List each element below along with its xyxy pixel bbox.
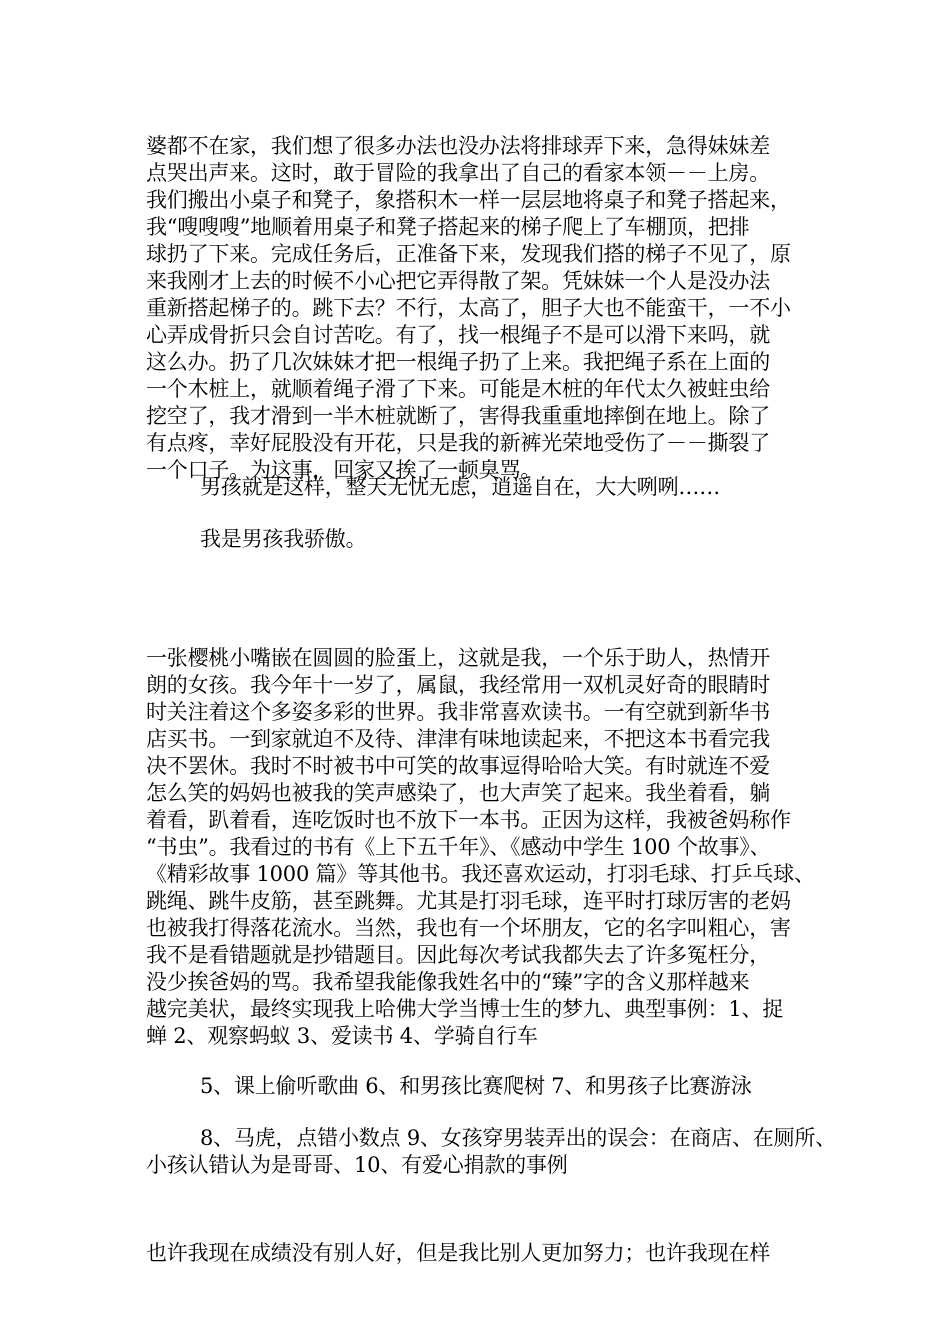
paragraph-line: 有点疼，幸好屁股没有开花，只是我的新裤光荣地受伤了－－撕裂了 <box>146 431 770 455</box>
paragraph-line: 婆都不在家，我们想了很多办法也没办法将排球弄下来，急得妹妹差 <box>146 134 770 158</box>
paragraph-line: 我们搬出小桌子和凳子，象搭积木一样一层层地将桌子和凳子搭起来， <box>146 188 791 212</box>
paragraph-line: 一个口子。为这事，回家又挨了一顿臭骂。 <box>146 458 542 482</box>
paragraph-line: 这么办。扔了几次妹妹才把一根绳子扔了上来。我把绳子系在上面的 <box>146 350 770 374</box>
paragraph-line: 小孩认错认为是哥哥、10、有爱心捐款的事例 <box>146 1153 568 1177</box>
paragraph-line: 点哭出声来。这时，敢于冒险的我拿出了自己的看家本领－－上房。 <box>146 161 770 185</box>
paragraph-line: 我“嗖嗖嗖”地顺着用桌子和凳子搭起来的梯子爬上了车棚顶，把排 <box>146 215 750 239</box>
paragraph-line: 我不是看错题就是抄错题目。因此每次考试我都失去了许多冤枉分， <box>146 943 770 967</box>
paragraph-line: 越完美状，最终实现我上哈佛大学当博士生的梦九、典型事例：1、捉 <box>146 997 784 1021</box>
paragraph-line: 也被我打得落花流水。当然，我也有一个坏朋友，它的名字叫粗心，害 <box>146 916 791 940</box>
paragraph-line: 没少挨爸妈的骂。我希望我能像我姓名中的“臻”字的含义那样越来 <box>146 970 750 994</box>
paragraph-7: 也许我现在成绩没有别人好，但是我比别人更加努力；也许我现在样 <box>146 1241 770 1265</box>
paragraph-line: 蝉 2、观察蚂蚁 3、爱读书 4、学骑自行车 <box>146 1024 538 1048</box>
paragraph-line: 《精彩故事 1000 篇》等其他书。我还喜欢运动，打羽毛球、打乒乓球、 <box>146 862 815 886</box>
paragraph-line: 怎么笑的妈妈也被我的笑声感染了，也大声笑了起来。我坐着看，躺 <box>146 781 770 805</box>
paragraph-line: 店买书。一到家就迫不及待、津津有味地读起来，不把这本书看完我 <box>146 727 770 751</box>
paragraph-line: 一个木桩上，就顺着绳子滑了下来。可能是木桩的年代太久被蛀虫给 <box>146 377 770 401</box>
paragraph-2: 男孩就是这样，整天无忧无虑，逍遥自在，大大咧咧…… <box>200 475 720 499</box>
paragraph-line: 来我刚才上去的时候不小心把它弄得散了架。凭妹妹一个人是没办法 <box>146 269 770 293</box>
paragraph-line: 着看，趴着看，连吃饭时也不放下一本书。正因为这样，我被爸妈称作 <box>146 808 791 832</box>
paragraph-line: 朗的女孩。我今年十一岁了，属鼠，我经常用一双机灵好奇的眼睛时 <box>146 673 770 697</box>
paragraph-line: “书虫”。我看过的书有《上下五千年》、《感动中学生 100 个故事》、 <box>146 835 771 859</box>
paragraph-line: 一张樱桃小嘴嵌在圆圆的脸蛋上，这就是我，一个乐于助人，热情开 <box>146 646 770 670</box>
paragraph-line: 重新搭起梯子的。跳下去？不行，太高了，胆子大也不能蛮干，一不小 <box>146 296 791 320</box>
paragraph-5: 5、课上偷听歌曲 6、和男孩比赛爬树 7、和男孩子比赛游泳 <box>200 1074 752 1098</box>
paragraph-3: 我是男孩我骄傲。 <box>200 527 367 551</box>
paragraph-line: 时关注着这个多姿多彩的世界。我非常喜欢读书。一有空就到新华书 <box>146 700 770 724</box>
paragraph-line: 8、马虎，点错小数点 9、女孩穿男装弄出的误会：在商店、在厕所、 <box>200 1126 836 1150</box>
paragraph-line: 心弄成骨折只会自讨苦吃。有了，找一根绳子不是可以滑下来吗，就 <box>146 323 770 347</box>
paragraph-line: 挖空了，我才滑到一半木桩就断了，害得我重重地摔倒在地上。除了 <box>146 404 770 428</box>
paragraph-line: 决不罢休。我时不时被书中可笑的故事逗得哈哈大笑。有时就连不爱 <box>146 754 770 778</box>
paragraph-line: 球扔了下来。完成任务后，正准备下来，发现我们搭的梯子不见了，原 <box>146 242 791 266</box>
paragraph-line: 跳绳、跳牛皮筋，甚至跳舞。尤其是打羽毛球，连平时打球厉害的老妈 <box>146 889 791 913</box>
